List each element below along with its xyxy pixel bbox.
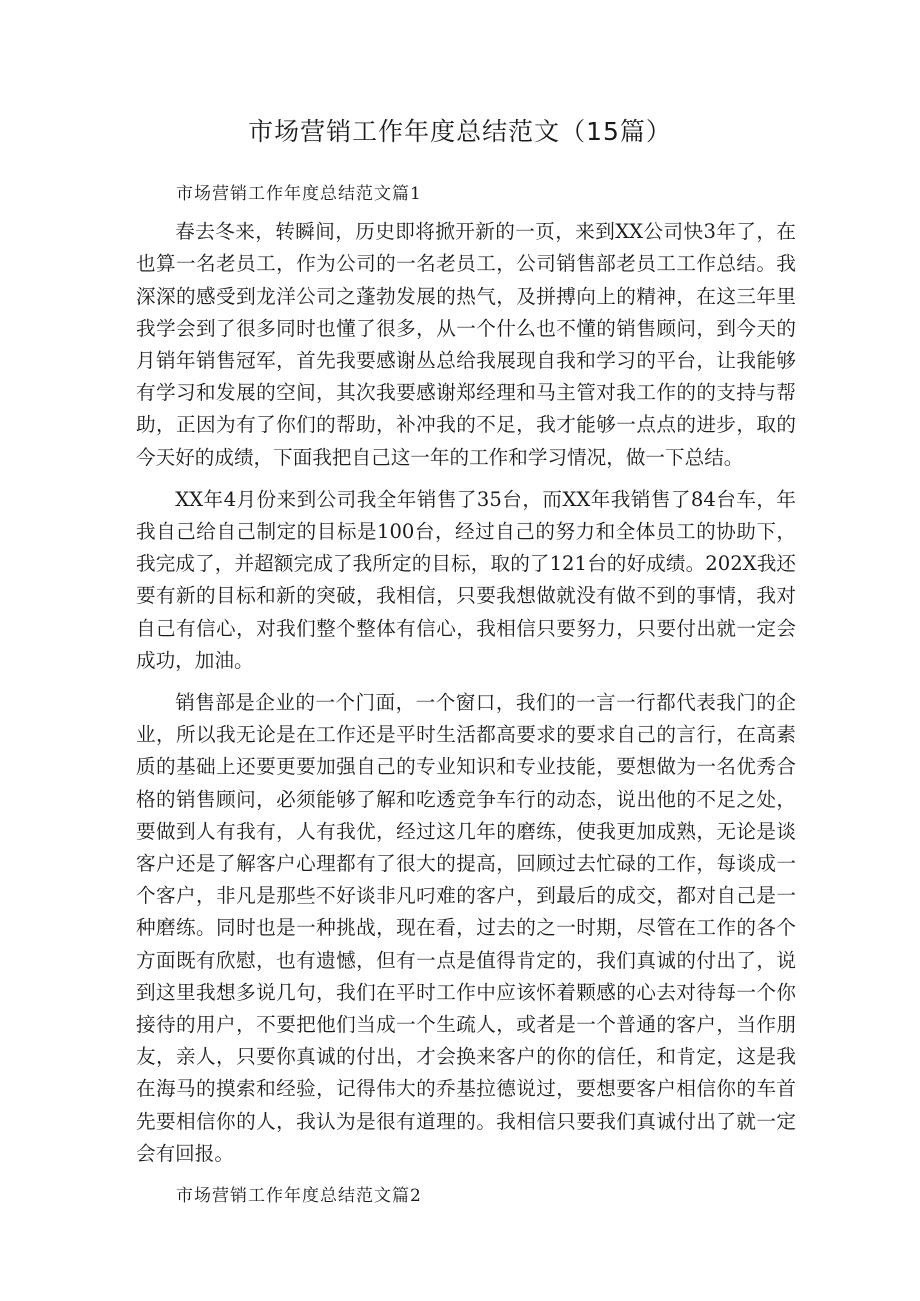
section-heading-2: 市场营销工作年度总结范文篇2 [176,1186,422,1207]
section-heading-1: 市场营销工作年度总结范文篇1 [176,184,422,204]
paragraph-2: XX年4月份来到公司我全年销售了35台，而XX年我销售了84台车，年我自己给自己制定的目标是100台，经过自己的努力和全体员工的协助下，我完成了，并超额完成了我所定的目标，取的了121台的好成绩。202X我还要有新的目标和新的突破，我相信，只要我想做就没有做不到的事情，我对自己有信心，对我们整个整体有信心，我相信只要努力，只要付出就一定会成功，加油。 [136,487,796,672]
document-title: 市场营销工作年度总结范文（15篇） [248,117,672,146]
document-body [136,178,796,1212]
paragraph-3: 销售部是企业的一个门面，一个窗口，我们的一言一行都代表我门的企业，所以我无论是在工作还是平时生活都高要求的要求自己的言行，在高素质的基础上还要更要加强自己的专业知识和专业技能，要想做为一名优秀合格的销售顾问，必须能够了解和吃透竞争车行的动态，说出他的不足之处，要做到人有我有，人有我优，经过这几年的磨练，使我更加成熟，无论是谈客户还是了解客户心理都有了很大的提高，回顾过去忙碌的工作，每谈成一个客户，非凡是那些不好谈非凡叼难的客户，到最后的成交，都对自己是一种磨练。同时也是一种挑战，现在看，过去的之一时期，尽管在工作的各个方面既有欣慰，也有遗憾，但有一点是值得肯定的，我们真诚的付出了，说到这里我想多说几句，我们在平时工作中应该怀着颗感的心去对待每一个你接待的用户，不要把他们当成一个生疏人，或者是一个普通的客户，当作朋友，亲人，只要你真诚的付出，才会换来客户的你的信任，和肯定，这是我在海马的摸索和经验，记得伟大的乔基拉德说过，要想要客户相信你的车首先要相信你的人，我认为是很有道理的。我相信只要我们真诚付出了就一定会有回报。 [136,691,796,1165]
paragraph-1: 春去冬来，转瞬间，历史即将掀开新的一页，来到XX公司快3年了，在也算一名老员工，作为公司的一名老员工，公司销售部老员工工作总结。我深深的感受到龙洋公司之蓬勃发展的热气，及拼搏向上的精神，在这三年里我学会到了很多同时也懂了很多，从一个什么也不懂的销售顾问，到今天的月销年销售冠军，首先我要感谢丛总给我展现自我和学习的平台，让我能够有学习和发展的空间，其次我要感谢郑经理和马主管对我工作的的支持与帮助，正因为有了你们的帮助，补冲我的不足，我才能够一点点的进步，取的今天好的成绩，下面我把自己这一年的工作和学习情况，做一下总结。 [136,220,796,469]
